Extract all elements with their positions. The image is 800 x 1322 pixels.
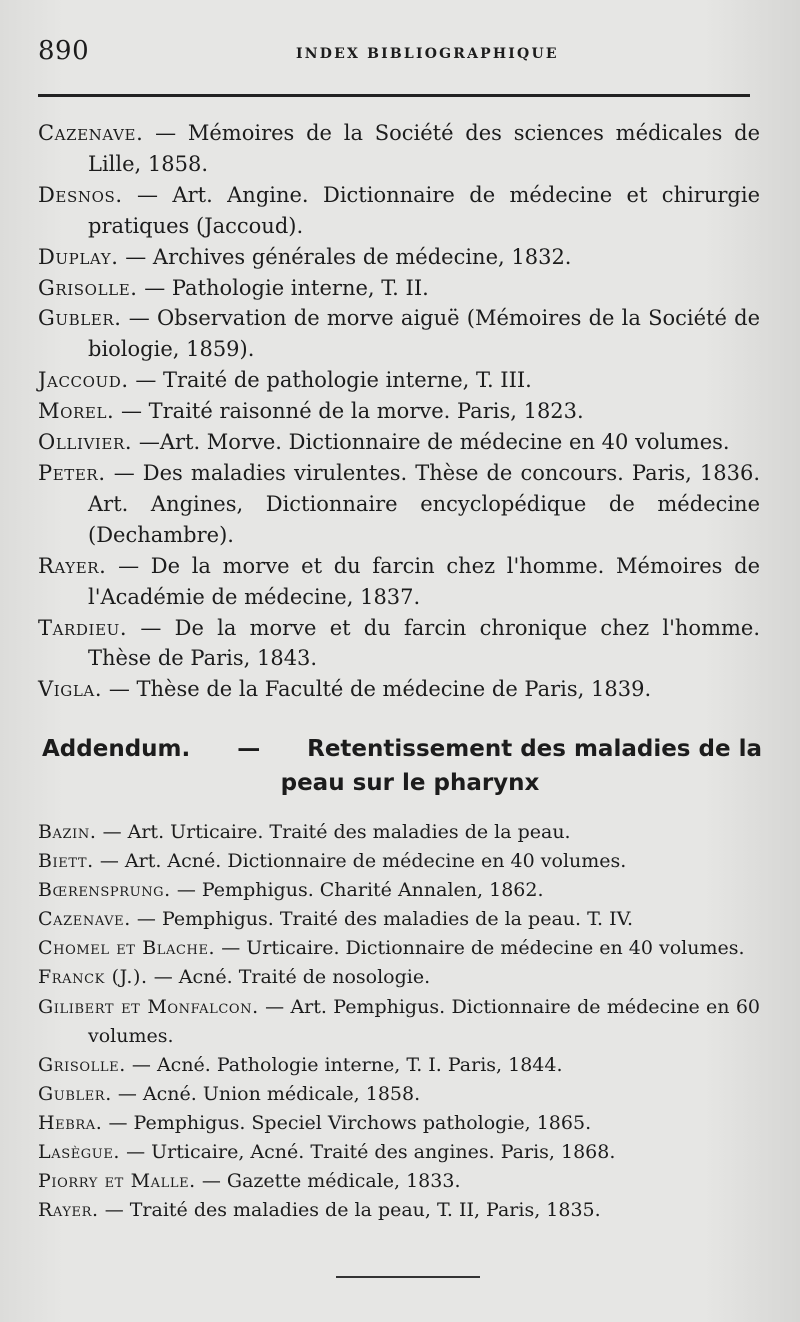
entry-author: Biett. — [38, 850, 94, 873]
bibliography-entry — [38, 1138, 760, 1167]
entry-text: — Art. Angine. Dictionnaire de médecine et chirurgie pratiques (Jaccoud). — [88, 182, 760, 238]
entry-text: —Art. Morve. Dictionnaire de médecine en 40 volumes. — [132, 430, 730, 455]
entry-author: Bœrensprung. — [38, 879, 171, 902]
entry-text: — Acné. Traité de nosologie. — [147, 966, 431, 989]
entry-text: — Thèse de la Faculté de médecine de Paris, 1839. — [102, 677, 652, 702]
entry-text: — Mémoires de la Société des sciences médicales de Lille, 1858. — [88, 121, 760, 176]
entry-text: — Traité de pathologie interne, T. III. — [128, 368, 532, 393]
entry-author: Jaccoud. — [38, 368, 129, 393]
entry-author: Morel. — [38, 399, 115, 424]
entry-text: — De la morve et du farcin chez l'homme. Mémoires de l'Académie de médecine, 1837. — [88, 553, 760, 609]
entry-text: — Des maladies virulentes. Thèse de concours. Paris, 1836. Art. Angines, Dictionnaire encyclopédique de médecine (Dechambre). — [88, 460, 760, 547]
bibliography-entry — [38, 427, 760, 458]
entry-author: Gilibert et Monfalcon. — [38, 995, 259, 1018]
addendum-heading-line-1 — [42, 732, 762, 766]
entry-author: Cazenave. — [38, 908, 131, 931]
bibliography-entry — [38, 1080, 760, 1109]
entry-author: Peter. — [38, 460, 106, 485]
entry-author: Bazin. — [38, 821, 97, 843]
entry-text: — Pathologie interne, T. II. — [137, 275, 429, 300]
bibliography-entry — [38, 1109, 760, 1138]
running-head — [38, 36, 758, 72]
entry-author: Grisolle. — [38, 1053, 126, 1076]
bibliography-entry — [38, 118, 760, 180]
entry-author: Tardieu. — [38, 615, 128, 640]
bibliography-entry — [38, 674, 760, 705]
entry-author: Franck (J.). — [38, 966, 148, 989]
bibliography-entry — [38, 273, 760, 304]
entry-text: — Traité des maladies de la peau, T. II, Paris, 1835. — [98, 1199, 601, 1222]
running-title: INDEX BIBLIOGRAPHIQUE — [296, 46, 559, 62]
entry-text: — Acné. Pathologie interne, T. I. Paris, 1844. — [125, 1053, 563, 1076]
bibliography-entry — [38, 458, 760, 551]
entry-author: Hebra. — [38, 1111, 103, 1134]
entry-text: — Traité raisonné de la morve. Paris, 1823. — [114, 399, 584, 424]
entry-author: Grisolle. — [38, 275, 138, 300]
bibliography-entry — [38, 1196, 760, 1225]
entry-author: Vigla. — [38, 677, 103, 702]
bibliography-entry — [38, 242, 760, 273]
entry-author: Rayer. — [38, 553, 107, 578]
bibliography-entry — [38, 396, 760, 427]
bibliography-entry — [38, 1167, 760, 1196]
bibliography-entry — [38, 551, 760, 613]
entry-author: Desnos. — [38, 182, 123, 207]
entry-author: Duplay. — [38, 244, 119, 269]
entry-text: — Art. Urticaire. Traité des maladies de la peau. — [96, 821, 571, 843]
entry-text: — Urticaire, Acné. Traité des angines. Paris, 1868. — [120, 1141, 616, 1164]
bibliography-entry — [38, 847, 760, 876]
page-number: 890 — [38, 36, 90, 66]
entry-text: — Archives générales de médecine, 1832. — [118, 244, 572, 269]
addendum-title-start: Retentissement des maladies de la — [307, 736, 762, 762]
bibliography-entry — [38, 365, 760, 396]
bibliography-entry — [38, 180, 760, 242]
bibliography-entry — [38, 818, 760, 847]
entry-text: — Pemphigus. Traité des maladies de la peau. T. IV. — [130, 908, 634, 931]
addendum-title-end: peau sur le pharynx — [280, 770, 540, 796]
bibliography-entry — [38, 963, 760, 992]
entry-text: — Pemphigus. Charité Annalen, 1862. — [170, 879, 544, 902]
bibliography-list-main — [38, 118, 760, 705]
entry-author: Ollivier. — [38, 430, 133, 455]
addendum-label: Addendum. — [42, 736, 191, 762]
entry-author: Piorry et Malle. — [38, 1170, 196, 1193]
bibliography-entry — [38, 905, 760, 934]
end-rule — [336, 1276, 480, 1278]
addendum-dash: — — [237, 736, 261, 762]
entry-author: Rayer. — [38, 1199, 99, 1222]
entry-author: Lasègue. — [38, 1141, 121, 1164]
entry-author: Chomel et Blache. — [38, 937, 216, 960]
bibliography-entry — [38, 303, 760, 365]
bibliography-list-addendum — [38, 818, 760, 1225]
bibliography-entry — [38, 993, 760, 1051]
bibliography-entry — [38, 613, 760, 675]
entry-text: — Urticaire. Dictionnaire de médecine en 40 volumes. — [215, 937, 745, 960]
entry-author: Gubler. — [38, 306, 122, 331]
entry-author: Gubler. — [38, 1082, 112, 1105]
bibliography-entry — [38, 876, 760, 905]
entry-text: — Gazette médicale, 1833. — [195, 1170, 461, 1193]
entry-text: — Art. Acné. Dictionnaire de médecine en 40 volumes. — [93, 850, 627, 873]
bibliography-entry — [38, 934, 760, 963]
entry-text: — Pemphigus. Speciel Virchows pathologie, 1865. — [102, 1111, 592, 1134]
header-rule — [38, 94, 750, 97]
entry-text: — Art. Pemphigus. Dictionnaire de médecine en 60 volumes. — [88, 995, 760, 1047]
entry-text: — Acné. Union médicale, 1858. — [111, 1082, 421, 1105]
addendum-heading — [42, 732, 762, 800]
entry-author: Cazenave. — [38, 121, 144, 145]
bibliography-entry — [38, 1051, 760, 1080]
entry-text: — De la morve et du farcin chronique chez l'homme. Thèse de Paris, 1843. — [88, 615, 760, 671]
entry-text: — Observation de morve aiguë (Mémoires de la Société de biologie, 1859). — [88, 306, 760, 362]
